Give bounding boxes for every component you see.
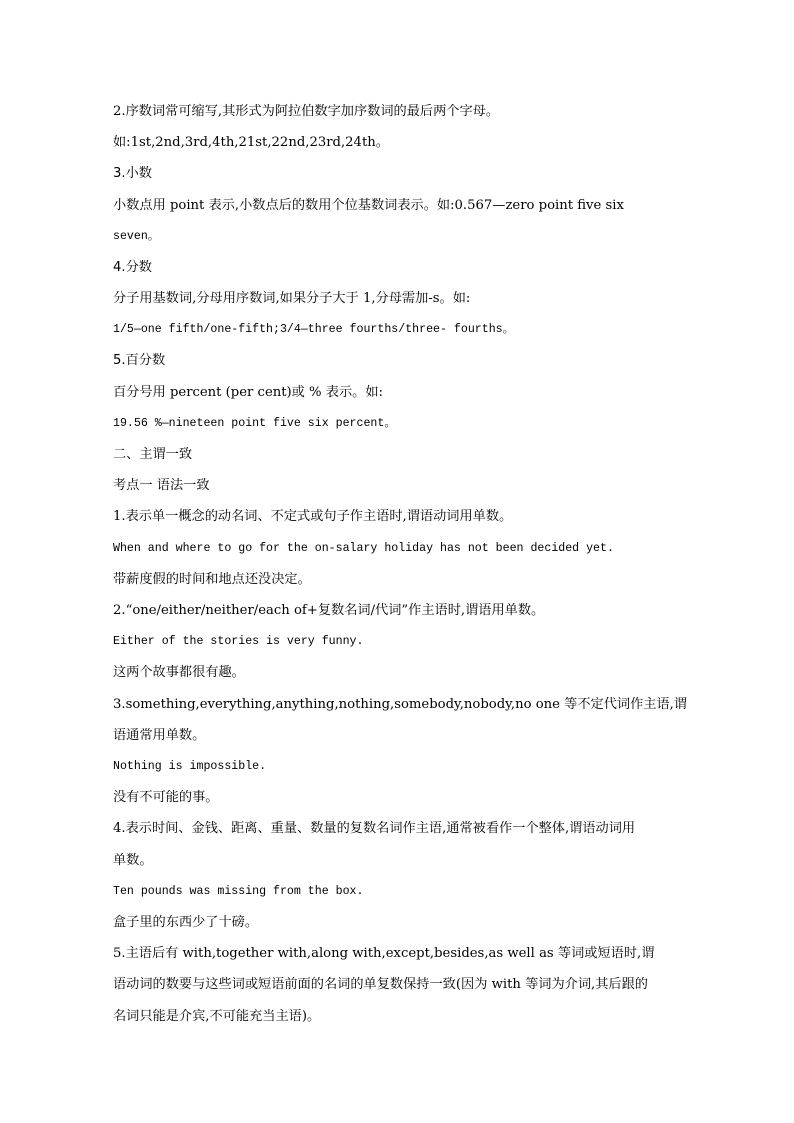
rule-2: 2.“one/either/neither/each of+复数名词/代词”作主语时,谓语用单数。 [113,603,545,618]
example-zh-2: 这两个故事都很有趣。 [113,665,245,680]
example-zh-1: 带薪度假的时间和地点还没决定。 [113,572,311,587]
rule-4-cont: 单数。 [113,853,153,868]
rule-4: 4.表示时间、金钱、距离、重量、数量的复数名词作主语,通常被看作一个整体,谓语动词用 [113,821,636,836]
text-line-percent-rule: 百分号用 percent (per cent)或 % 表示。如: [113,385,383,400]
section-heading-percent: 5.百分数 [113,353,166,368]
text-line-fraction-rule: 分子用基数词,分母用序数词,如果分子大于 1,分母需加-s。如: [113,291,471,306]
section-heading-fraction: 4.分数 [113,260,152,275]
example-en-1: When and where to go for the on-salary holiday has not been decided yet. [113,542,614,555]
text-line-decimal-rule: 小数点用 point 表示,小数点后的数用个位基数词表示。如:0.567—zero point five six [113,198,624,213]
example-zh-3: 没有不可能的事。 [113,790,219,805]
text-line-ordinal-abbrev: 2.序数词常可缩写,其形式为阿拉伯数字加序数词的最后两个字母。 [113,104,500,119]
text-line-percent-example: 19.56 %—nineteen point five six percent。 [113,417,396,430]
text-line-fraction-example: 1/5—one fifth/one-fifth;3/4—three fourths/three- fourths。 [113,323,515,336]
example-en-2: Either of the stories is very funny. [113,635,364,648]
rule-5-cont: 语动词的数要与这些词或短语前面的名词的单复数保持一致(因为 with 等词为介词,其后跟的 [113,977,648,992]
example-en-3: Nothing is impossible. [113,760,267,773]
text-line-decimal-cont: seven。 [113,230,160,243]
text-line-ordinal-examples: 如:1st,2nd,3rd,4th,21st,22nd,23rd,24th。 [113,135,389,150]
rule-3: 3.something,everything,anything,nothing,somebody,nobody,no one 等不定代词作主语,谓 [113,697,688,712]
section-heading-decimal: 3.小数 [113,166,152,181]
rule-5: 5.主语后有 with,together with,along with,except,besides,as well as 等词或短语时,谓 [113,946,655,961]
rule-5-cont-2: 名词只能是介宾,不可能充当主语)。 [113,1009,321,1024]
rule-1: 1.表示单一概念的动名词、不定式或句子作主语时,谓语动词用单数。 [113,509,513,524]
section-heading-agreement: 二、主谓一致 [113,447,193,462]
section-heading-point-one: 考点一 语法一致 [113,478,210,493]
example-zh-4: 盒子里的东西少了十磅。 [113,915,259,930]
example-en-4: Ten pounds was missing from the box. [113,885,364,898]
rule-3-cont: 语通常用单数。 [113,728,206,743]
